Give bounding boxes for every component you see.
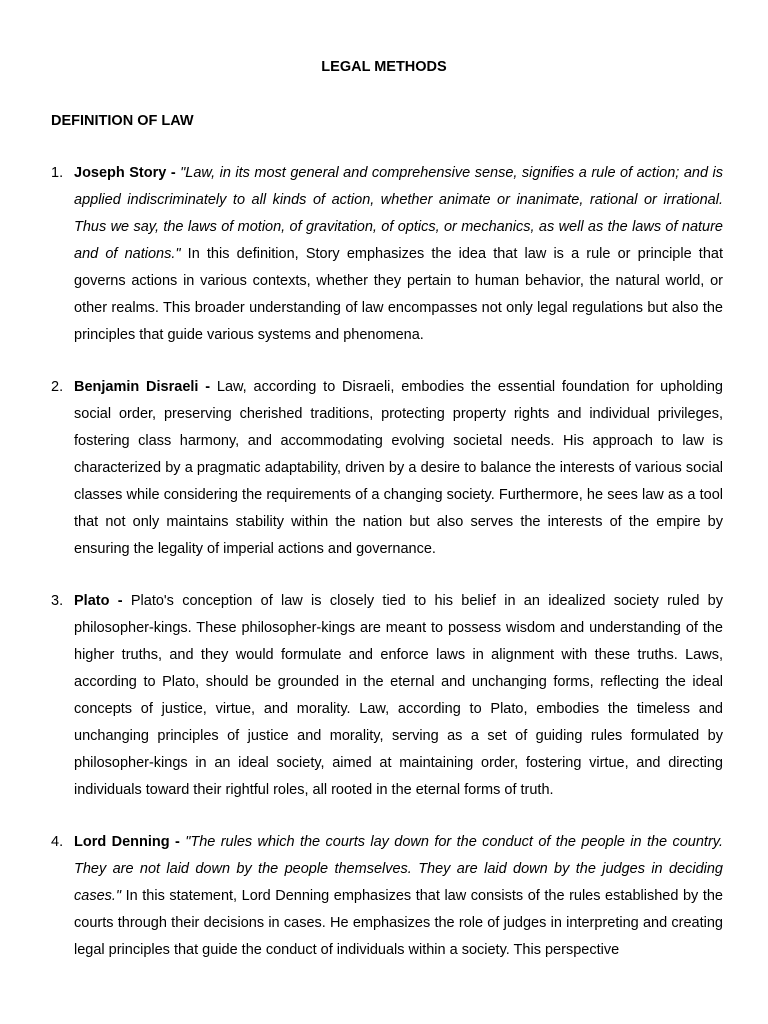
name-separator: - bbox=[166, 165, 181, 181]
definition-item bbox=[51, 374, 723, 563]
definition-paragraph bbox=[74, 374, 723, 563]
definition-paragraph bbox=[74, 160, 723, 349]
definition-quote: "Law, in its most general and comprehensive sense, signifies a rule of action; and is applied indiscriminately to all kinds of action, whether animate or inanimate, rational or irrational. Thus we say, the laws of motion, of gravitation, of optics, or mechanics, as well as the laws of nature and of nations." bbox=[74, 165, 723, 262]
item-number: 4. bbox=[51, 834, 64, 850]
author-name: Benjamin Disraeli bbox=[74, 379, 199, 395]
definition-text: In this definition, Story emphasizes the idea that law is a rule or principle that governs actions in various contexts, whether they pertain to human behavior, the natural world, or other realms. This broader understanding of law encompasses not only legal regulations but also the principles that guide various systems and phenomena. bbox=[74, 246, 723, 343]
item-number: 1. bbox=[51, 165, 64, 181]
document-title: LEGAL METHODS bbox=[321, 59, 447, 75]
definition-item bbox=[51, 160, 723, 349]
definition-paragraph bbox=[74, 588, 723, 804]
author-name: Joseph Story bbox=[74, 165, 167, 181]
name-separator: - bbox=[169, 834, 186, 850]
definition-text: Law, according to Disraeli, embodies the essential foundation for upholding social order, preserving cherished traditions, protecting property rights and individual privileges, fostering class harmony, and accommodating evolving societal needs. His approach to law is characterized by a pragmatic adaptability, driven by a desire to balance the interests of various social classes while considering the requirements of a changing society. Furthermore, he sees law as a tool that not only maintains stability within the nation but also serves the interests of the empire by ensuring the legality of imperial actions and governance. bbox=[74, 379, 723, 557]
section-heading: DEFINITION OF LAW bbox=[51, 113, 194, 129]
definition-item bbox=[51, 588, 723, 804]
name-separator: - bbox=[198, 379, 217, 395]
definition-text: In this statement, Lord Denning emphasizes that law consists of the rules established by the courts through their decisions in cases. He emphasizes the role of judges in interpreting and creating legal principles that guide the conduct of individuals within a society. This perspective bbox=[74, 888, 723, 958]
name-separator: - bbox=[109, 593, 131, 609]
definition-item bbox=[51, 829, 723, 964]
definition-paragraph bbox=[74, 829, 723, 964]
author-name: Plato bbox=[74, 593, 110, 609]
definition-quote: "The rules which the courts lay down for the conduct of the people in the country. They are not laid down by the people themselves. They are laid down by the judges in deciding cases." bbox=[74, 834, 723, 904]
definition-text: Plato's conception of law is closely tied to his belief in an idealized society ruled by philosopher-kings. These philosopher-kings are meant to possess wisdom and understanding of the higher truths, and they would formulate and enforce laws in alignment with these truths. Laws, according to Plato, should be grounded in the eternal and unchanging forms, reflecting the ideal concepts of justice, virtue, and morality. Law, according to Plato, embodies the timeless and unchanging principles of justice and morality, serving as a set of guiding rules formulated by philosopher-kings in an ideal society, aimed at maintaining order, fostering virtue, and directing individuals toward their rightful roles, all rooted in the eternal forms of truth. bbox=[74, 593, 723, 798]
item-number: 2. bbox=[51, 379, 64, 395]
author-name: Lord Denning bbox=[74, 834, 170, 850]
item-number: 3. bbox=[51, 593, 64, 609]
